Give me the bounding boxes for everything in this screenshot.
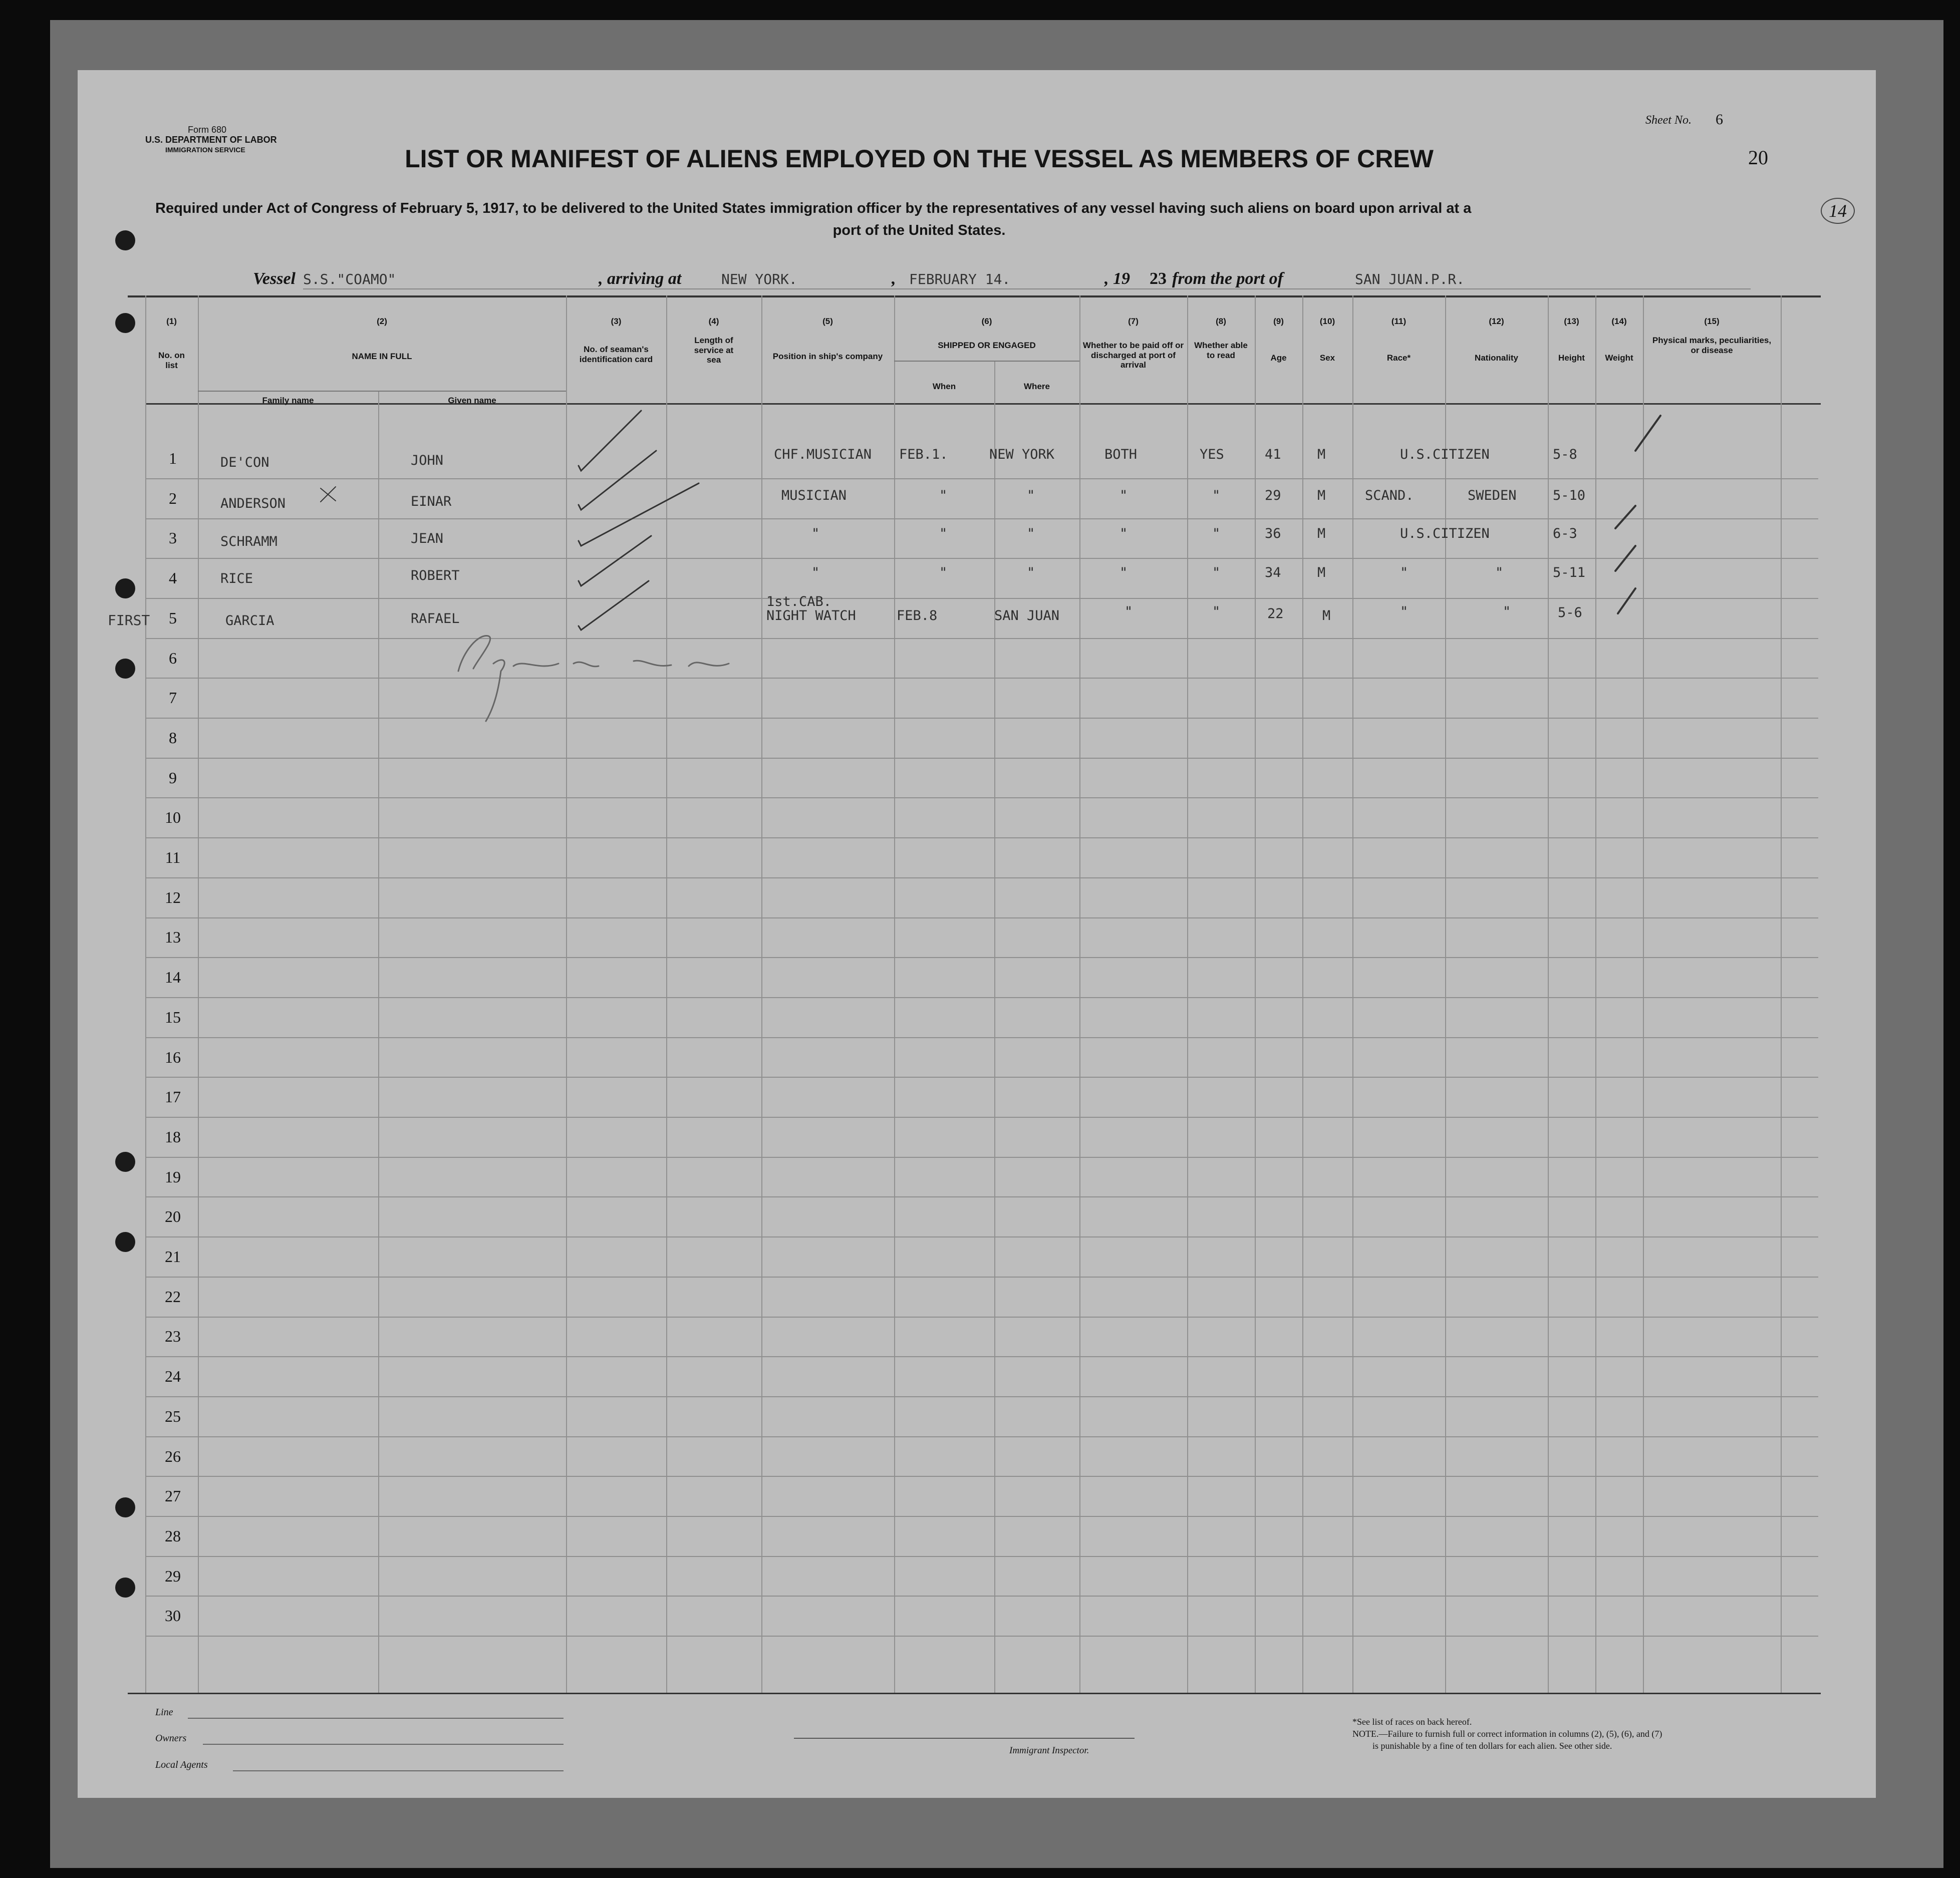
paid-off: " — [1119, 526, 1128, 541]
service: IMMIGRATION SERVICE — [165, 146, 245, 154]
shipped-where: " — [1027, 488, 1035, 503]
row-rule — [145, 1396, 1818, 1397]
able-to-read: " — [1212, 526, 1221, 541]
column-number: (14) — [1611, 317, 1627, 326]
binder-hole — [115, 313, 135, 333]
row-rule — [145, 678, 1818, 679]
row-rule — [145, 1596, 1818, 1597]
subheader-family-name: Family name — [262, 396, 314, 405]
column-divider — [1187, 295, 1188, 1693]
from-port-label: from the port of — [1172, 269, 1283, 288]
position: MUSICIAN — [781, 488, 847, 503]
height: 6-3 — [1553, 526, 1577, 541]
page-title: LIST OR MANIFEST OF ALIENS EMPLOYED ON THE VESSEL AS MEMBERS OF CREW — [405, 145, 1434, 173]
column-divider — [1595, 295, 1596, 1693]
column-header-id-card: No. of seaman's identification card — [579, 345, 653, 364]
binder-hole — [115, 1497, 135, 1517]
footer-owners-rule — [203, 1744, 564, 1745]
subtitle-line-1: Required under Act of Congress of February 5, 1917, to be delivered to the United States immigration officer by the representatives of any vessel having such aliens on board upon arrival at a — [155, 200, 1472, 216]
tick-mark — [1615, 506, 1635, 528]
inspector-label: Immigrant Inspector. — [1009, 1745, 1089, 1756]
page-number: 20 — [1748, 146, 1768, 169]
column-divider — [894, 295, 895, 1693]
height: 5-8 — [1553, 447, 1577, 462]
able-to-read: " — [1212, 488, 1221, 503]
paid-off: " — [1119, 488, 1128, 503]
column-header-paid: Whether to be paid off or discharged at port of arrival — [1082, 341, 1184, 370]
row-rule — [145, 1157, 1818, 1158]
row-number: 15 — [165, 1008, 181, 1026]
row-rule — [145, 478, 1818, 479]
given-name: JOHN — [411, 453, 444, 468]
shipped-where: " — [1027, 526, 1035, 541]
shipped-when: " — [939, 565, 948, 580]
position: " — [811, 526, 820, 541]
sex: M — [1317, 447, 1326, 462]
position: " — [811, 565, 820, 580]
subheader-when: When — [932, 382, 956, 391]
row-rule — [145, 758, 1818, 759]
binder-hole — [115, 1232, 135, 1252]
row-number: 18 — [165, 1128, 181, 1146]
arrival-date: FEBRUARY 14. — [909, 271, 1011, 287]
row-number: 23 — [165, 1327, 181, 1345]
binder-hole — [115, 659, 135, 679]
column-header-position: Position in ship's company — [772, 352, 883, 361]
row-number: 2 — [169, 489, 177, 507]
row-number: 22 — [165, 1288, 181, 1306]
row-rule — [145, 837, 1818, 838]
column-header-race: Race* — [1386, 353, 1411, 363]
sheet-number: 6 — [1716, 111, 1723, 128]
footer-agents-rule — [233, 1770, 564, 1771]
column-number: (11) — [1391, 317, 1407, 326]
subtitle-line-2: port of the United States. — [832, 222, 1006, 238]
position: CHF.MUSICIAN — [774, 447, 872, 462]
shipped-where: NEW YORK — [989, 447, 1055, 462]
row-number: 16 — [165, 1048, 181, 1066]
form-number: Form 680 — [188, 125, 227, 135]
handwritten-marks — [78, 70, 1876, 1798]
column-header-nationality: Nationality — [1475, 353, 1518, 363]
column-divider — [666, 295, 667, 1693]
family-name: DE'CON — [220, 455, 269, 470]
race: SCAND. — [1365, 488, 1414, 503]
able-to-read: " — [1212, 604, 1221, 619]
row-rule — [145, 877, 1818, 878]
from-port: SAN JUAN.P.R. — [1355, 271, 1465, 287]
row-number: 19 — [165, 1168, 181, 1186]
given-name: RAFAEL — [411, 611, 460, 627]
corner-mark: 14 — [1821, 198, 1855, 224]
row-number: 6 — [169, 649, 177, 667]
binder-hole — [115, 1578, 135, 1598]
row-rule — [145, 1196, 1818, 1197]
nationality: " — [1503, 604, 1511, 619]
department: U.S. DEPARTMENT OF LABOR — [145, 135, 277, 145]
check-mark — [579, 581, 649, 630]
sex: M — [1317, 526, 1326, 541]
row-rule — [145, 1516, 1818, 1517]
race: U.S.CITIZEN — [1400, 526, 1490, 541]
column-divider — [198, 295, 199, 1693]
binder-hole — [115, 1152, 135, 1172]
row-rule — [145, 1356, 1818, 1357]
row-number: 5 — [169, 609, 177, 627]
cross-mark — [321, 487, 336, 502]
row-rule — [145, 997, 1818, 998]
column-header-read: Whether able to read — [1194, 341, 1248, 360]
row-number: 11 — [165, 848, 181, 866]
age: 34 — [1265, 565, 1281, 580]
paid-off: " — [1125, 604, 1133, 619]
footer-line-label: Line — [155, 1707, 173, 1718]
shipped-subheader-rule — [894, 361, 1079, 362]
column-divider — [378, 391, 379, 1693]
column-number: (10) — [1319, 317, 1335, 326]
age: 29 — [1265, 488, 1281, 503]
height: 5-11 — [1553, 565, 1586, 580]
footer-note-3: is punishable by a fine of ten dollars for each alien. See other side. — [1372, 1741, 1612, 1751]
column-number: (12) — [1489, 317, 1504, 326]
age: 41 — [1265, 447, 1281, 462]
arriving-port: NEW YORK. — [721, 271, 797, 287]
height: 5-10 — [1553, 488, 1586, 503]
subheader-given-name: Given name — [448, 396, 496, 405]
shipped-where: " — [1027, 565, 1035, 580]
tick-mark — [1635, 416, 1660, 451]
column-divider — [1643, 295, 1644, 1693]
row-rule — [145, 1236, 1818, 1237]
nationality: " — [1495, 565, 1504, 580]
row-number: 3 — [169, 529, 177, 547]
year-prefix: , 19 — [1104, 269, 1130, 288]
race: " — [1400, 565, 1409, 580]
vessel-name: S.S."COAMO" — [303, 271, 396, 287]
row-number: 30 — [165, 1607, 181, 1625]
column-number: (6) — [981, 317, 992, 326]
row-number: 21 — [165, 1247, 181, 1266]
column-divider — [145, 295, 146, 1693]
row-rule — [145, 1636, 1818, 1637]
column-number: (5) — [822, 317, 833, 326]
row-rule — [145, 598, 1818, 599]
column-divider — [1079, 295, 1080, 1693]
column-number: (1) — [166, 317, 177, 326]
paid-off: BOTH — [1104, 447, 1138, 462]
binder-hole — [115, 578, 135, 598]
column-number: (13) — [1564, 317, 1579, 326]
column-number: (2) — [377, 317, 387, 326]
column-divider — [566, 295, 567, 1693]
column-header-no: No. on list — [158, 351, 185, 370]
nationality: SWEDEN — [1468, 488, 1517, 503]
column-divider — [1781, 295, 1782, 1693]
height: 5-6 — [1558, 605, 1582, 620]
column-divider — [1352, 295, 1353, 1693]
given-name: JEAN — [411, 531, 444, 546]
row-number: 10 — [165, 808, 181, 826]
column-header-name: NAME IN FULL — [352, 352, 412, 361]
race: U.S.CITIZEN — [1400, 447, 1490, 462]
sex: M — [1317, 565, 1326, 580]
family-name: ANDERSON — [220, 496, 286, 511]
row-number: 1 — [169, 449, 177, 467]
shipped-when: " — [939, 526, 948, 541]
check-mark — [579, 411, 641, 471]
race: " — [1400, 604, 1409, 619]
age: 36 — [1265, 526, 1281, 541]
footer-owners-label: Owners — [155, 1733, 187, 1744]
able-to-read: YES — [1200, 447, 1224, 462]
row-number: 4 — [169, 569, 177, 587]
row-rule — [145, 1277, 1818, 1278]
row-rule — [145, 558, 1818, 559]
column-number: (15) — [1704, 317, 1720, 326]
name-subheader-rule — [198, 391, 566, 392]
shipped-when: " — [939, 488, 948, 503]
row-number: 13 — [165, 928, 181, 946]
vessel-label: Vessel — [253, 269, 296, 288]
family-name: RICE — [220, 571, 253, 586]
row-number: 28 — [165, 1527, 181, 1545]
column-header-height: Height — [1558, 353, 1585, 363]
given-name: ROBERT — [411, 568, 460, 583]
row-number: 29 — [165, 1567, 181, 1585]
family-name: SCHRAMM — [220, 534, 277, 549]
inspector-rule — [794, 1738, 1135, 1739]
row-rule — [145, 1077, 1818, 1078]
row-rule — [145, 1436, 1818, 1437]
column-divider — [994, 361, 995, 1693]
footer-line-rule — [188, 1718, 564, 1719]
row-rule — [145, 1317, 1818, 1318]
shipped-when: FEB.1. — [899, 447, 948, 462]
row-number: 12 — [165, 888, 181, 906]
row-rule — [145, 1117, 1818, 1118]
shipped-when: FEB.8 — [897, 608, 938, 623]
column-number: (7) — [1128, 317, 1139, 326]
column-divider — [1445, 295, 1446, 1693]
row-number: 27 — [165, 1487, 181, 1505]
class-label: FIRST — [108, 612, 150, 629]
check-mark — [579, 536, 651, 586]
column-number: (4) — [708, 317, 719, 326]
table-bottom-rule — [128, 1693, 1821, 1694]
row-rule — [145, 917, 1818, 918]
arrival-year: 23 — [1150, 269, 1167, 288]
row-number: 24 — [165, 1367, 181, 1385]
column-divider — [1255, 295, 1256, 1693]
family-name: GARCIA — [225, 613, 274, 629]
column-header-length: Length of service at sea — [694, 336, 734, 365]
row-number: 7 — [169, 689, 177, 707]
row-rule — [145, 1037, 1818, 1038]
row-rule — [145, 1476, 1818, 1477]
row-rule — [145, 638, 1818, 639]
voyage-underline — [303, 288, 1751, 289]
row-number: 20 — [165, 1207, 181, 1225]
row-number: 14 — [165, 968, 181, 986]
given-name: EINAR — [411, 494, 452, 509]
check-mark — [579, 483, 699, 546]
sex: M — [1322, 608, 1331, 623]
row-number: 26 — [165, 1447, 181, 1465]
row-rule — [145, 1556, 1818, 1557]
position: NIGHT WATCH — [766, 608, 856, 623]
column-header-weight: Weight — [1605, 353, 1633, 363]
column-header-shipped: SHIPPED OR ENGAGED — [938, 341, 1036, 350]
column-number: (8) — [1216, 317, 1226, 326]
footer-note-2: NOTE.—Failure to furnish full or correct information in columns (2), (5), (6), and (7) — [1352, 1729, 1662, 1739]
row-rule — [145, 957, 1818, 958]
column-number: (9) — [1273, 317, 1284, 326]
column-divider — [761, 295, 762, 1693]
able-to-read: " — [1212, 565, 1221, 580]
manifest-page — [78, 70, 1876, 1798]
column-header-age: Age — [1270, 353, 1287, 363]
tick-mark — [1618, 588, 1635, 613]
position-line-1: 1st.CAB. — [766, 594, 832, 609]
row-rule — [145, 718, 1818, 719]
check-mark — [579, 451, 656, 510]
column-divider — [1302, 295, 1303, 1693]
sheet-label: Sheet No. — [1645, 114, 1692, 127]
shipped-where: SAN JUAN — [994, 608, 1060, 623]
column-number: (3) — [611, 317, 622, 326]
row-rule — [145, 518, 1818, 519]
column-divider — [1548, 295, 1549, 1693]
footer-note-1: *See list of races on back hereof. — [1352, 1717, 1472, 1727]
row-rule — [145, 797, 1818, 798]
row-number: 25 — [165, 1407, 181, 1425]
date-separator: , — [892, 269, 896, 288]
footer-agents-label: Local Agents — [155, 1759, 208, 1770]
subheader-where: Where — [1024, 382, 1050, 391]
row-number: 9 — [169, 769, 177, 787]
sex: M — [1317, 488, 1326, 503]
row-number: 17 — [165, 1088, 181, 1106]
arriving-label: , arriving at — [599, 269, 682, 288]
paid-off: " — [1119, 565, 1128, 580]
table-top-rule — [128, 295, 1821, 297]
column-header-sex: Sex — [1319, 353, 1335, 363]
age: 22 — [1267, 606, 1284, 621]
column-header-physical-marks: Physical marks, peculiarities, or disease — [1652, 336, 1772, 355]
row-number: 8 — [169, 729, 177, 747]
